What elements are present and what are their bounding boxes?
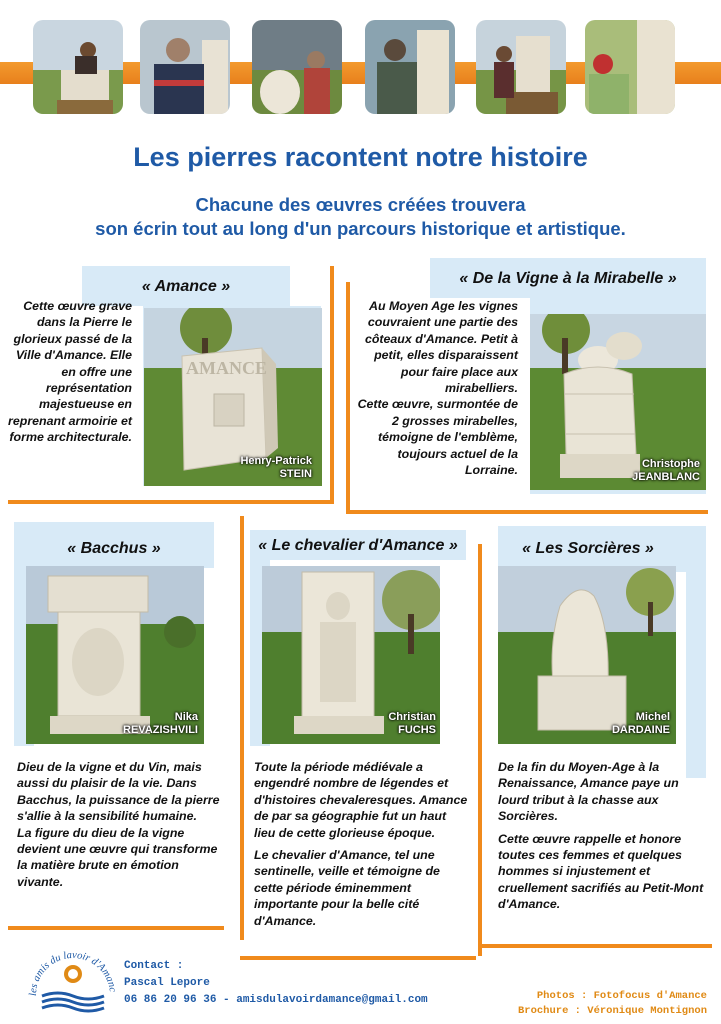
- bacchus-text-2: La figure du dieu de la vigne devient une œuvre qui transforme la matière brute en émotion vivante.: [17, 825, 218, 889]
- credits-photos: Photos : Fotofocus d'Amance: [536, 990, 707, 1002]
- sorcieres-artist-last: DARDAINE: [611, 724, 670, 736]
- amance-heading: « Amance »: [141, 278, 231, 295]
- divider-amance-bottom: [8, 500, 334, 504]
- vigne-text: [354, 298, 518, 478]
- bacchus-artist-first: Nika: [174, 711, 198, 723]
- credits-block: [467, 989, 707, 1019]
- divider-vigne-bottom: [346, 510, 708, 514]
- amance-artist: [214, 455, 312, 481]
- vigne-artist-first: Christophe: [641, 458, 700, 470]
- amance-sculpture-inscription: AMANCE: [186, 358, 267, 378]
- bacchus-text: [17, 759, 227, 890]
- amance-text: Cette œuvre grave dans la Pierre le glorieux passé de la Ville d'Amance. Elle en offre une représentation majestueuse en reprenant armoirie et forme architecturale.: [8, 299, 132, 445]
- header-photo-sculptor-6: [585, 20, 675, 114]
- vigne-artist-last: JEANBLANC: [632, 471, 700, 483]
- sorcieres-artist: [572, 711, 670, 737]
- chevalier-text: [254, 759, 468, 929]
- chevalier-artist-last: FUCHS: [398, 724, 436, 736]
- amance-artist-first: Henry-Patrick: [240, 455, 312, 467]
- divider-chevalier-left: [240, 516, 244, 940]
- sorcieres-artist-first: Michel: [635, 711, 670, 723]
- header-photo-sculptor-4: [365, 20, 455, 114]
- divider-amance-right: [330, 266, 334, 504]
- divider-vigne-left: [346, 282, 350, 514]
- chevalier-artist: [336, 711, 436, 737]
- vigne-text-1: Au Moyen Age les vignes couvraient une partie des côteaux d'Amance. Petit à petit, elles disparaissent pour faire place aux mirabelliers.: [364, 299, 518, 396]
- vigne-artist: [600, 458, 700, 484]
- bacchus-heading: « Bacchus »: [67, 540, 161, 557]
- header-photo-sculptor-2: [140, 20, 230, 114]
- credits-brochure: Brochure : Véronique Montignon: [517, 1005, 707, 1017]
- sorcieres-text: [498, 759, 704, 913]
- bacchus-artist-last: REVAZISHVILI: [123, 724, 198, 736]
- chevalier-text-2: Le chevalier d'Amance, tel une sentinelle, veille et témoigne de cette période éminemment importante pour la belle cité d'Amance.: [254, 848, 440, 928]
- subtitle-line-2: son écrin tout au long d'un parcours historique et artistique.: [95, 218, 626, 239]
- contact-phone-email[interactable]: 06 86 20 96 36 - amisdulavoirdamance@gmail.com: [124, 994, 428, 1006]
- chevalier-artist-first: Christian: [388, 711, 436, 723]
- chevalier-heading: « Le chevalier d'Amance »: [258, 537, 458, 554]
- contact-name: Pascal Lepore: [124, 977, 210, 989]
- contact-block: [124, 958, 428, 1009]
- header-photo-sculptor-5: [476, 20, 566, 114]
- subtitle-line-1: Chacune des œuvres créées trouvera: [195, 194, 526, 215]
- sorcieres-text-2: Cette œuvre rappelle et honore toutes ces femmes et quelques hommes si injustement et cruellement sacrifiés au Petit-Mont d'Amance.: [498, 831, 704, 912]
- header-photo-sculptor-1: [33, 20, 123, 114]
- logo-text: les amis du lavoir d'Amanc: [28, 949, 118, 997]
- divider-sorcieres-bottom: [478, 944, 712, 948]
- sorcieres-side-bg: [686, 572, 706, 778]
- association-logo: [28, 944, 118, 1014]
- sorcieres-heading: « Les Sorcières »: [522, 540, 654, 557]
- vigne-text-2: Cette œuvre, surmontée de 2 grosses mirabelles, témoigne de l'emblème, toujours actuel de la Lorraine.: [357, 397, 518, 478]
- header-photo-sculptor-3: [252, 20, 342, 114]
- bacchus-text-1: Dieu de la vigne et du Vin, mais aussi du plaisir de la vie. Dans Bacchus, la puissance de la pierre s'allie à la sensibilité humaine.: [17, 760, 220, 824]
- page-title: Les pierres racontent notre histoire: [133, 142, 588, 172]
- amance-artist-last: STEIN: [279, 468, 312, 480]
- contact-label: Contact :: [124, 960, 184, 972]
- page-subtitle: [0, 193, 721, 241]
- vigne-heading: « De la Vigne à la Mirabelle »: [459, 270, 677, 287]
- divider-sorcieres-left: [478, 544, 482, 956]
- divider-bacchus-bottom: [8, 926, 224, 930]
- sorcieres-text-1: De la fin du Moyen-Age à la Renaissance, Amance paye un lourd tribut à la chasse aux Sorcières.: [498, 760, 679, 824]
- bacchus-artist: [96, 711, 198, 737]
- chevalier-text-1: Toute la période médiévale a engendré nombre de légendes et d'histoires chevaleresques. Amance de par sa géographie fut un haut lieu de cette glorieuse époque.: [254, 760, 468, 840]
